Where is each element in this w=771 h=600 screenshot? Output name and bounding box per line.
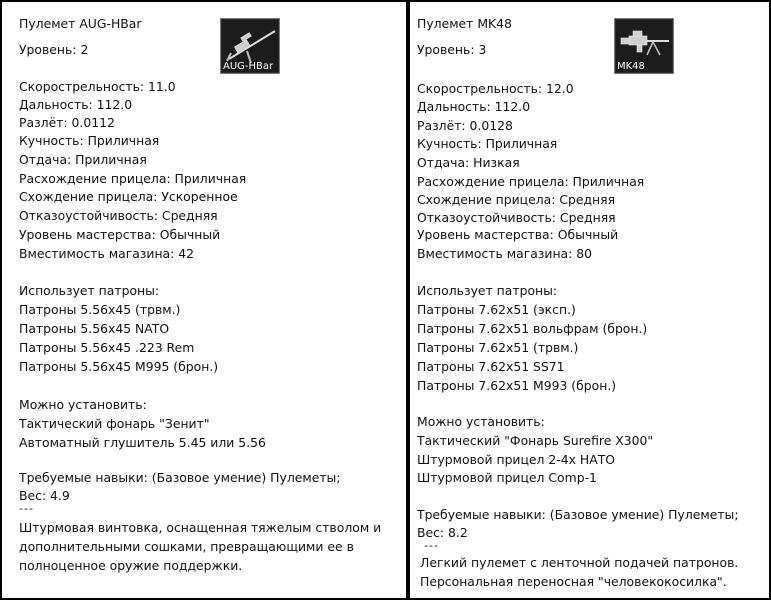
separator: ---	[19, 502, 34, 515]
ammo-item: Патроны 7.62x51 (эксп.)	[417, 302, 576, 317]
stat-recoil: Отдача: Низкая	[417, 155, 520, 170]
stat-range: Дальность: 112.0	[417, 99, 531, 114]
description-line: дополнительными сошками, превращающими ее в	[19, 539, 354, 554]
ammo-title: Использует патроны:	[19, 283, 160, 298]
weapon-name: Пулемет MK48	[417, 16, 512, 31]
mod-item: Штурмовой прицел Comp-1	[417, 470, 597, 485]
stat-recoil: Отдача: Приличная	[19, 152, 147, 167]
stat-sight-focus: Схождение прицела: Средняя	[417, 192, 616, 207]
description-line: Легкий пулемет с ленточной подачей патронов.	[420, 555, 739, 570]
stat-fire-rate: Скорострельность: 12.0	[417, 81, 574, 96]
ammo-item: Патроны 7.62x51 вольфрам (брон.)	[417, 321, 648, 336]
stat-mastery: Уровень мастерства: Обычный	[19, 227, 221, 242]
ammo-item: Патроны 7.62x51 M993 (брон.)	[417, 378, 617, 393]
mod-item: Тактический фонарь "Зенит"	[19, 416, 210, 431]
stat-spread: Разлёт: 0.0112	[19, 115, 115, 130]
stat-reliability: Отказоустойчивость: Средняя	[19, 208, 218, 223]
description-line: Персональная переносная "человекокосилка".	[420, 574, 727, 589]
description-line: Штурмовая винтовка, оснащенная тяжелым стволом и	[19, 520, 382, 535]
stat-sight-spread: Расхождение прицела: Приличная	[19, 171, 247, 186]
weight: Вес: 8.2	[417, 525, 468, 540]
required-skills: Требуемые навыки: (Базовое умение) Пулеметы;	[417, 507, 739, 522]
thumb-label: MK48	[617, 61, 645, 72]
mods-title: Можно установить:	[19, 397, 147, 412]
stat-range: Дальность: 112.0	[19, 97, 133, 112]
stat-sight-focus: Схождение прицела: Ускоренное	[19, 189, 238, 204]
mod-item: Автоматный глушитель 5.45 или 5.56	[19, 435, 266, 450]
weapon-level: Уровень: 3	[417, 42, 487, 57]
ammo-item: Патроны 5.56x45 (трвм.)	[19, 302, 181, 317]
ammo-item: Патроны 5.56x45 NATO	[19, 321, 170, 336]
stat-magazine: Вместимость магазина: 42	[19, 246, 195, 261]
ammo-item: Патроны 5.56x45 M995 (брон.)	[19, 359, 219, 374]
stat-magazine: Вместимость магазина: 80	[417, 246, 593, 261]
mod-item: Штурмовой прицел 2-4x НАТО	[417, 452, 616, 467]
stat-mastery: Уровень мастерства: Обычный	[417, 227, 619, 242]
stat-accuracy: Кучность: Приличная	[417, 136, 558, 151]
weapon-name: Пулемет AUG-HBar	[19, 16, 142, 31]
weight: Вес: 4.9	[19, 488, 70, 503]
machinegun-mk48-icon	[614, 18, 674, 74]
ammo-item: Патроны 5.56x45 .223 Rem	[19, 340, 195, 355]
thumb-label: AUG-HBar	[223, 61, 274, 72]
stat-reliability: Отказоустойчивость: Средняя	[417, 210, 616, 225]
separator: ---	[424, 539, 439, 552]
rifle-aug-icon	[220, 18, 280, 74]
weapon-level: Уровень: 2	[19, 42, 89, 57]
stat-accuracy: Кучность: Приличная	[19, 133, 160, 148]
description-line: полноценное оружие поддержки.	[19, 558, 243, 573]
stat-spread: Разлёт: 0.0128	[417, 118, 513, 133]
mod-item: Тактический "Фонарь Surefire X300"	[417, 433, 654, 448]
required-skills: Требуемые навыки: (Базовое умение) Пулеметы;	[19, 470, 341, 485]
weapon-panel-mk48	[408, 0, 771, 600]
ammo-title: Использует патроны:	[417, 283, 558, 298]
stat-fire-rate: Скорострельность: 11.0	[19, 79, 176, 94]
mods-title: Можно установить:	[417, 414, 545, 429]
ammo-item: Патроны 7.62x51 SS71	[417, 359, 565, 374]
ammo-item: Патроны 7.62x51 (трвм.)	[417, 340, 579, 355]
stat-sight-spread: Расхождение прицела: Приличная	[417, 174, 645, 189]
